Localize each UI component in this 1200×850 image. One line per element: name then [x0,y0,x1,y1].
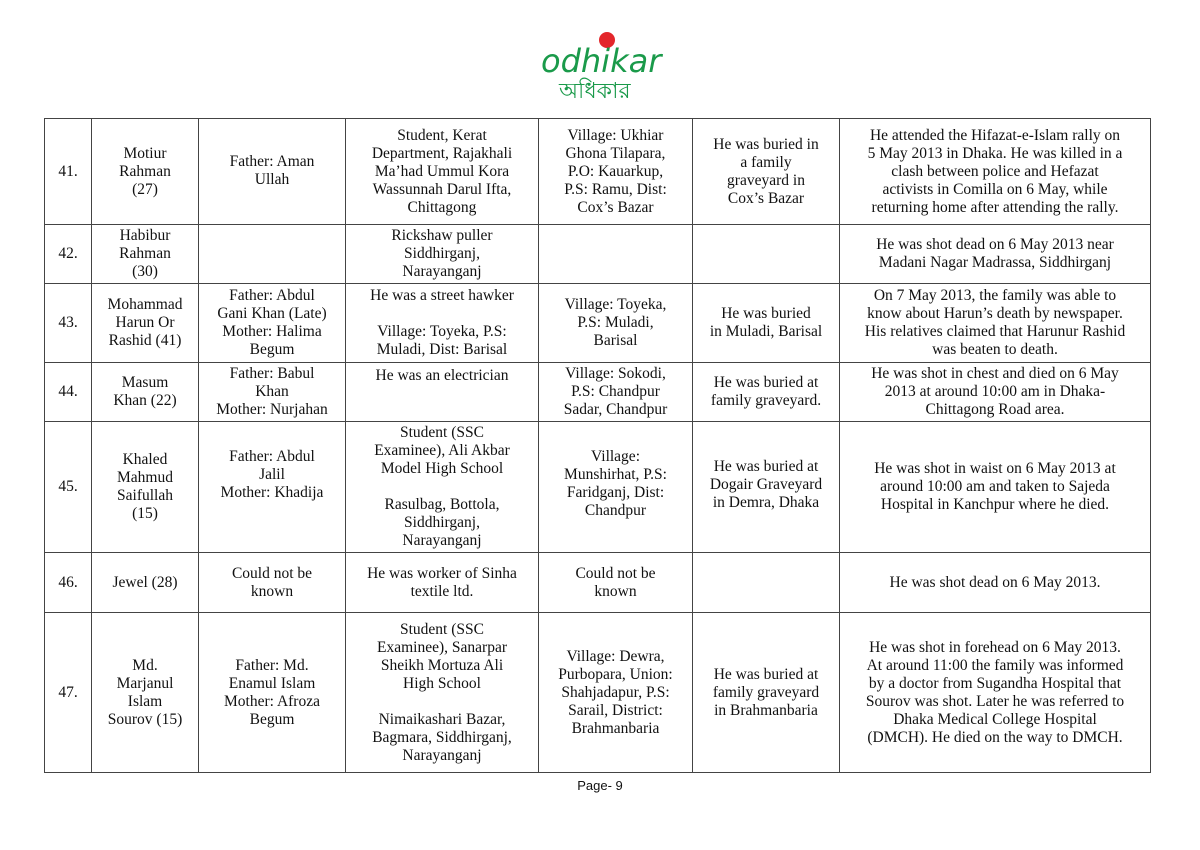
occupation: He was worker of Sinha textile ltd. [346,553,539,613]
occupation: Student, Kerat Department, Rajakhali Ma’had Ummul Kora Wassunnah Darul Ifta, Chittagong [346,119,539,225]
victims-table-container [44,118,1150,773]
parent-info: Father: Abdul Gani Khan (Late) Mother: Halima Begum [199,284,346,363]
occupation: Student (SSC Examinee), Sanarpar Sheikh Mortuza Ali High School Nimaikashari Bazar, Bagmara, Siddhirganj, Narayanganj [346,613,539,773]
burial-info: He was buried at family graveyard. [693,363,840,422]
incident-details: He was shot dead on 6 May 2013. [840,553,1151,613]
table-row [45,284,1151,363]
occupation: He was a street hawker Village: Toyeka, P.S: Muladi, Dist: Barisal [346,284,539,363]
incident-details: He attended the Hifazat-e-Islam rally on 5 May 2013 in Dhaka. He was killed in a clash between police and Hefazat activists in Comilla on 6 May, while returning home after attending the rally. [840,119,1151,225]
address: Village: Toyeka, P.S: Muladi, Barisal [539,284,693,363]
burial-info [693,553,840,613]
victim-name: Md. Marjanul Islam Sourov (15) [92,613,199,773]
table-row [45,119,1151,225]
table-row [45,225,1151,284]
address: Could not be known [539,553,693,613]
incident-details: He was shot in waist on 6 May 2013 at around 10:00 am and taken to Sajeda Hospital in Kanchpur where he died. [840,422,1151,553]
burial-info: He was buried in a family graveyard in Cox’s Bazar [693,119,840,225]
odhikar-logo [535,28,665,108]
incident-details: He was shot in forehead on 6 May 2013. At around 11:00 the family was informed by a doctor from Sugandha Hospital that Sourov was shot. Later he was referred to Dhaka Medical College Hospital (DMCH). He died on the way to DMCH. [840,613,1151,773]
row-number: 42. [45,225,92,284]
victim-name: Mohammad Harun Or Rashid (41) [92,284,199,363]
burial-info: He was buried at Dogair Graveyard in Demra, Dhaka [693,422,840,553]
logo-text-en: odhikar [541,42,662,80]
incident-details: He was shot dead on 6 May 2013 near Madani Nagar Madrassa, Siddhirganj [840,225,1151,284]
logo-text-bn: অধিকার [559,79,631,104]
parent-info: Father: Aman Ullah [199,119,346,225]
row-number: 46. [45,553,92,613]
row-number: 47. [45,613,92,773]
victims-table [44,118,1151,773]
address: Village: Ukhiar Ghona Tilapara, P.O: Kauarkup, P.S: Ramu, Dist: Cox’s Bazar [539,119,693,225]
incident-details: On 7 May 2013, the family was able to know about Harun’s death by newspaper. His relatives claimed that Harunur Rashid was beaten to death. [840,284,1151,363]
occupation: He was an electrician [346,363,539,422]
row-number: 44. [45,363,92,422]
row-number: 41. [45,119,92,225]
address: Village: Dewra, Purbopara, Union: Shahjadapur, P.S: Sarail, District: Brahmanbaria [539,613,693,773]
victim-name: Habibur Rahman (30) [92,225,199,284]
table-row [45,422,1151,553]
table-row [45,553,1151,613]
page-number: Page- 9 [577,778,623,793]
victim-name: Jewel (28) [92,553,199,613]
occupation: Rickshaw puller Siddhirganj, Narayanganj [346,225,539,284]
parent-info: Father: Md. Enamul Islam Mother: Afroza Begum [199,613,346,773]
parent-info: Father: Babul Khan Mother: Nurjahan [199,363,346,422]
victim-name: Masum Khan (22) [92,363,199,422]
occupation: Student (SSC Examinee), Ali Akbar Model High School Rasulbag, Bottola, Siddhirganj, Narayanganj [346,422,539,553]
row-number: 43. [45,284,92,363]
incident-details: He was shot in chest and died on 6 May 2013 at around 10:00 am in Dhaka- Chittagong Road area. [840,363,1151,422]
burial-info: He was buried in Muladi, Barisal [693,284,840,363]
victim-name: Motiur Rahman (27) [92,119,199,225]
parent-info [199,225,346,284]
burial-info [693,225,840,284]
victim-name: Khaled Mahmud Saifullah (15) [92,422,199,553]
burial-info: He was buried at family graveyard in Brahmanbaria [693,613,840,773]
row-number: 45. [45,422,92,553]
address: Village: Sokodi, P.S: Chandpur Sadar, Chandpur [539,363,693,422]
address: Village: Munshirhat, P.S: Faridganj, Dist: Chandpur [539,422,693,553]
table-row [45,613,1151,773]
table-row [45,363,1151,422]
logo-graphic [535,28,665,108]
parent-info: Could not be known [199,553,346,613]
parent-info: Father: Abdul Jalil Mother: Khadija [199,422,346,553]
address [539,225,693,284]
